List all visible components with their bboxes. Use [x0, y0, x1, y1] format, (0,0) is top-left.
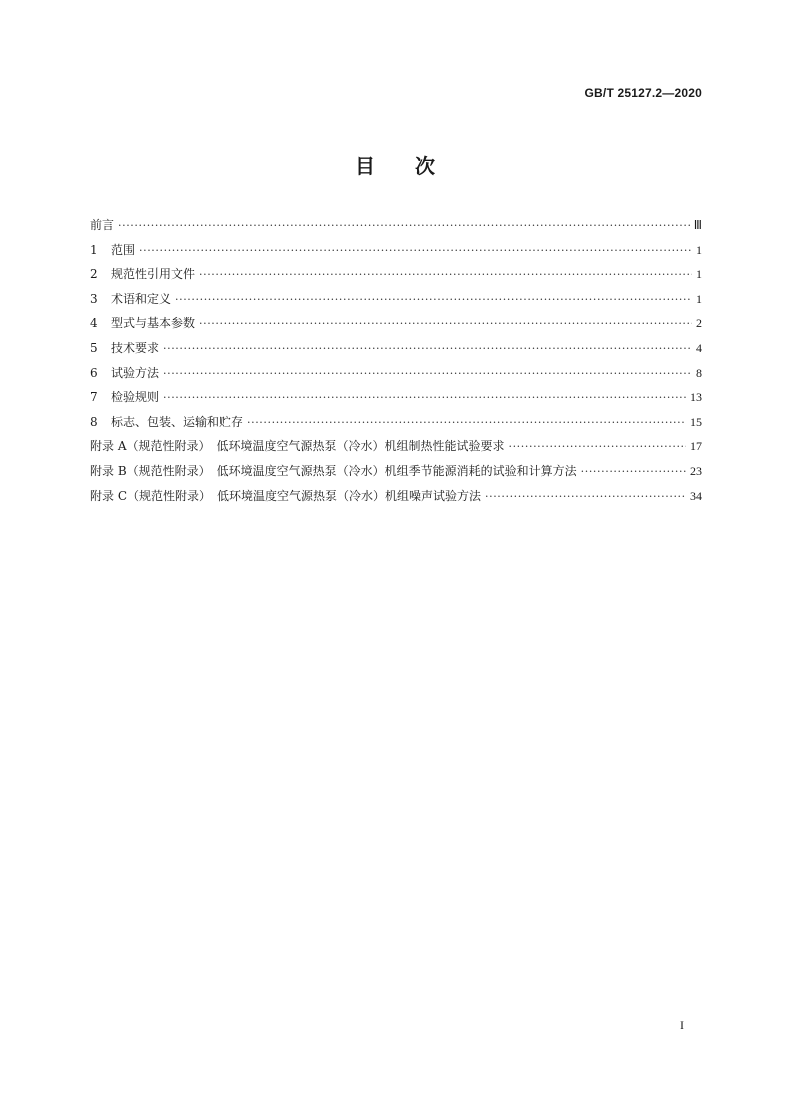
page-number: I — [680, 1018, 684, 1032]
toc-entry-number: 8 — [90, 414, 98, 429]
toc-leader-dots — [163, 391, 686, 404]
toc-leader-dots — [139, 244, 692, 257]
toc-entry-title: 术语和定义 — [111, 291, 172, 306]
toc-entry-number: 1 — [90, 242, 98, 257]
toc-entry-title-wrap — [90, 388, 159, 405]
toc-entry-title-wrap — [90, 364, 159, 381]
toc-entry-appendix-a[interactable] — [90, 437, 702, 462]
toc-entry-title: 规范性引用文件 — [111, 267, 196, 282]
toc-leader-dots — [199, 317, 692, 330]
toc-entry-number: 5 — [90, 340, 98, 355]
page-title — [0, 150, 792, 179]
toc-entry-page: 15 — [690, 414, 702, 429]
toc-entry-page: 2 — [696, 316, 702, 331]
toc-entry-title: 技术要求 — [111, 340, 160, 355]
toc-entry-foreword[interactable] — [90, 216, 702, 241]
toc-entry-title: 附录 B（规范性附录） 低环境温度空气源热泵（冷水）机组季节能源消耗的试验和计算方法 — [90, 463, 577, 478]
toc-entry-3[interactable] — [90, 290, 702, 315]
toc-leader-dots — [247, 416, 686, 429]
toc-entry-2[interactable] — [90, 265, 702, 290]
toc-entry-page: 8 — [696, 365, 702, 380]
toc-entry-title: 型式与基本参数 — [111, 316, 196, 331]
title-char-2: 次 — [415, 154, 437, 178]
toc-entry-number: 7 — [90, 390, 98, 405]
toc-entry-title: 附录 C（规范性附录） 低环境温度空气源热泵（冷水）机组噪声试验方法 — [90, 488, 481, 503]
toc-entry-title-wrap — [90, 290, 171, 307]
toc-leader-dots — [118, 219, 690, 232]
toc-entry-title-wrap — [90, 314, 195, 331]
toc-entry-8[interactable] — [90, 413, 702, 438]
toc-entry-number: 3 — [90, 291, 98, 306]
toc-entry-page: 4 — [696, 340, 702, 355]
toc-entry-title: 检验规则 — [111, 390, 160, 405]
toc-entry-page: 13 — [690, 390, 702, 405]
toc-entry-appendix-c[interactable] — [90, 487, 702, 512]
toc-entry-page: 1 — [696, 291, 702, 306]
toc-leader-dots — [485, 490, 686, 503]
toc-entry-title-wrap — [90, 241, 135, 258]
toc-entry-number: 2 — [90, 267, 98, 282]
toc-entry-6[interactable] — [90, 364, 702, 389]
toc-leader-dots — [175, 293, 692, 306]
toc-entry-title-wrap — [90, 413, 243, 430]
toc-entry-4[interactable] — [90, 314, 702, 339]
toc-entry-title: 前言 — [90, 218, 115, 232]
toc-entry-5[interactable] — [90, 339, 702, 364]
toc-leader-dots — [199, 268, 692, 281]
toc-entry-page: Ⅲ — [693, 218, 702, 232]
toc-entry-title: 标志、包装、运输和贮存 — [111, 414, 244, 429]
toc-leader-dots — [581, 465, 686, 478]
standard-number: GB/T 25127.2—2020 — [584, 86, 702, 100]
toc-leader-dots — [163, 367, 692, 380]
toc-entry-title: 试验方法 — [111, 365, 160, 380]
toc-entry-7[interactable] — [90, 388, 702, 413]
toc-entry-title: 附录 A（规范性附录） 低环境温度空气源热泵（冷水）机组制热性能试验要求 — [90, 439, 505, 454]
toc-leader-dots — [163, 342, 692, 355]
toc-entry-title-wrap — [90, 339, 159, 356]
toc-entry-page: 17 — [690, 439, 702, 454]
table-of-contents — [90, 216, 702, 511]
toc-entry-title-wrap — [90, 265, 195, 282]
toc-entry-title: 范围 — [111, 242, 136, 257]
toc-entry-page: 23 — [690, 463, 702, 478]
toc-entry-page: 34 — [690, 488, 702, 503]
toc-entry-page: 1 — [696, 267, 702, 282]
toc-entry-number: 4 — [90, 316, 98, 331]
toc-entry-page: 1 — [696, 242, 702, 257]
title-char-1: 目 — [355, 154, 377, 178]
toc-entry-1[interactable] — [90, 241, 702, 266]
toc-entry-number: 6 — [90, 365, 98, 380]
toc-entry-appendix-b[interactable] — [90, 462, 702, 487]
toc-leader-dots — [508, 440, 686, 453]
